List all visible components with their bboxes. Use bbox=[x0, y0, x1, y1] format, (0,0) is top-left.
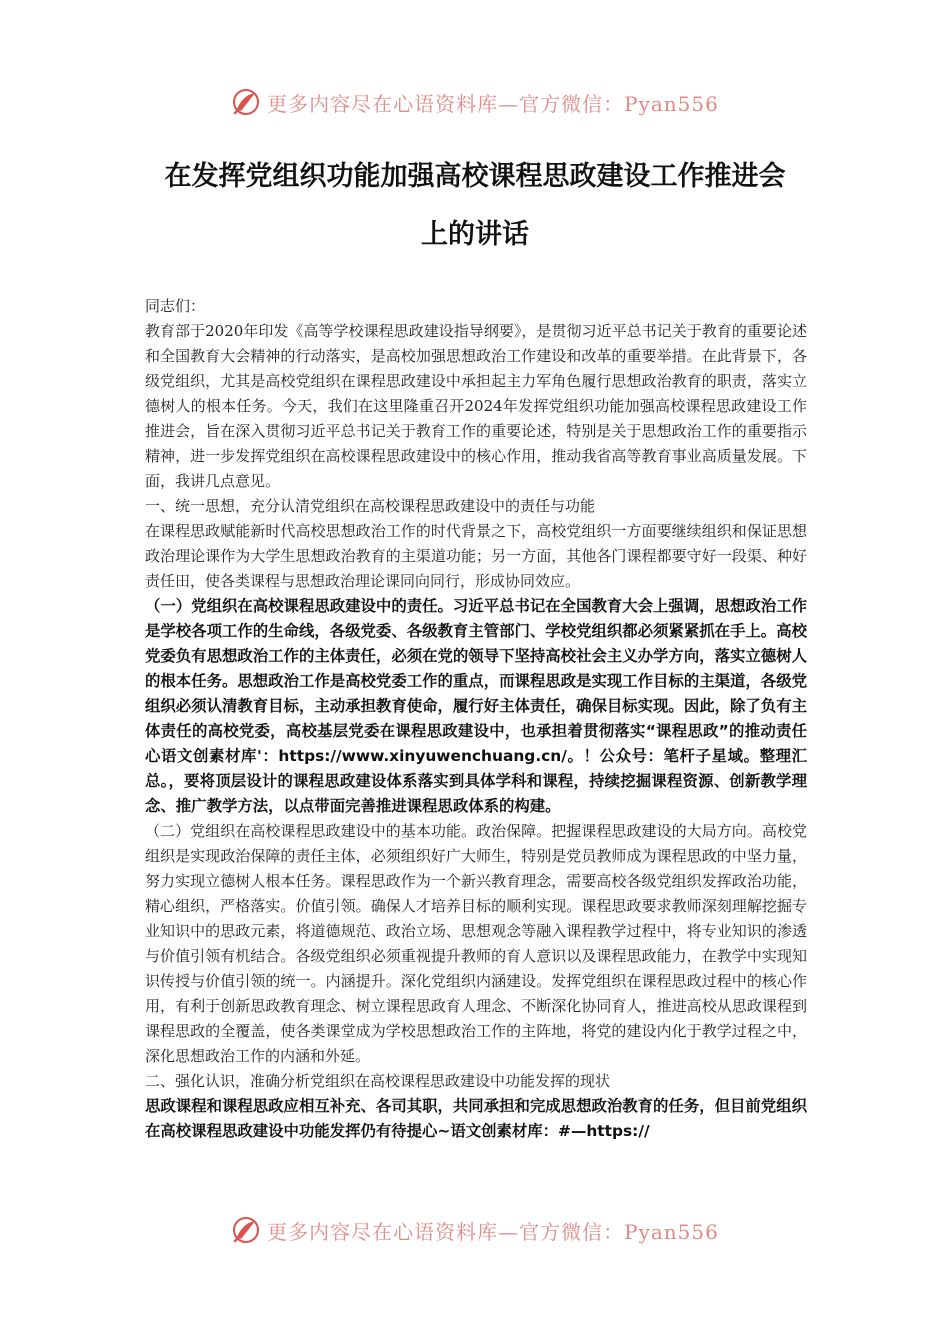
header-watermark-text: 更多内容尽在心语资料库—官方微信：Pyan556 bbox=[267, 91, 719, 116]
title-line-1: 在发挥党组织功能加强高校课程思政建设工作推进会 bbox=[164, 161, 786, 192]
salutation: 同志们： bbox=[145, 297, 206, 315]
document-body bbox=[145, 294, 807, 1144]
footer-watermark-text: 更多内容尽在心语资料库—官方微信：Pyan556 bbox=[267, 1219, 719, 1244]
subsection-2-paragraph: （二）党组织在高校课程思政建设中的基本功能。政治保障。把握课程思政建设的大局方向。高校党组织是实现政治保障的责任主体，必须组织好广大师生，特别是党员教师成为课程思政的中坚力量，努力实现立德树人根本任务。课程思政作为一个新兴教育理念，需要高校各级党组织发挥政治功能，精心组织，严格落实。价值引领。确保人才培养目标的顺利实现。课程思政要求教师深刻理解挖掘专业知识中的思政元素，将道德规范、政治立场、思想观念等融入课程教学过程中，将专业知识的渗透与价值引领有机结合。各级党组织必须重视提升教师的育人意识以及课程思政能力，在教学中实现知识传授与价值引领的统一。内涵提升。深化党组织内涵建设。发挥党组织在课程思政过程中的核心作用，有利于创新思政教育理念、树立课程思政育人理念、不断深化协同育人，推进高校从思政课程到课程思政的全覆盖，使各类课堂成为学校思想政治工作的主阵地，将党的建设内化于教学过程之中，深化思想政治工作的内涵和外延。 bbox=[145, 822, 807, 1065]
title-line-2: 上的讲话 bbox=[421, 219, 529, 250]
intro-paragraph: 教育部于2020年印发《高等学校课程思政建设指导纲要》，是贯彻习近平总书记关于教育的重要论述和全国教育大会精神的行动落实，是高校加强思想政治工作建设和改革的重要举措。在此背景下，各级党组织，尤其是高校党组织在课程思政建设中承担起主力军角色履行思想政治教育的职责，落实立德树人的根本任务。今天，我们在这里隆重召开2024年发挥党组织功能加强高校课程思政建设工作推进会，旨在深入贯彻习近平总书记关于教育工作的重要论述，特别是关于思想政治工作的重要指示精神，进一步发挥党组织在高校课程思政建设中的核心作用，推动我省高等教育事业高质量发展。下面，我讲几点意见。 bbox=[145, 322, 807, 490]
section-heading-1: 一、统一思想，充分认清党组织在高校课程思政建设中的责任与功能 bbox=[145, 497, 596, 515]
body-paragraph-bold: 思政课程和课程思政应相互补充、各司其职，共同承担和完成思想政治教育的任务，但目前党组织在高校课程思政建设中功能发挥仍有待提心~语文创素材库：#—https:// bbox=[145, 1097, 807, 1140]
brush-logo-icon bbox=[231, 1215, 261, 1245]
subsection-1-paragraph: （一）党组织在高校课程思政建设中的责任。习近平总书记在全国教育大会上强调，思想政治工作是学校各项工作的生命线，各级党委、各级教育主管部门、学校党组织都必须紧紧抓在手上。高校党委负有思想政治工作的主体责任，必须在党的领导下坚持高校社会主义办学方向，落实立德树人的根本任务。思想政治工作是高校党委工作的重点，而课程思政是实现工作目标的主渠道，各级党组织必须认清教育目标，主动承担教育使命，履行好主体责任，确保目标实现。因此，除了负有主体责任的高校党委，高校基层党委在课程思政建设中，也承担着贯彻落实“课程思政”的推动责任心语文创素材库'：https://www.xinyuwenchuang.cn/。！公众号：笔杆子星域。整理汇总。，要将顶层设计的课程思政建设体系落实到具体学科和课程，持续挖掘课程资源、创新教学理念、推广教学方法，以点带面完善推进课程思政体系的构建。 bbox=[145, 597, 807, 815]
body-paragraph: 在课程思政赋能新时代高校思想政治工作的时代背景之下，高校党组织一方面要继续组织和保证思想政治理论课作为大学生思想政治教育的主渠道功能；另一方面，其他各门课程都要守好一段渠、种好责任田，使各类课程与思想政治理论课同向同行，形成协同效应。 bbox=[145, 522, 807, 590]
header-watermark-banner bbox=[0, 82, 950, 122]
section-heading-2: 二、强化认识，准确分析党组织在高校课程思政建设中功能发挥的现状 bbox=[145, 1072, 611, 1090]
footer-watermark-banner bbox=[0, 1210, 950, 1250]
brush-logo-icon bbox=[231, 87, 261, 117]
document-title bbox=[0, 148, 950, 264]
